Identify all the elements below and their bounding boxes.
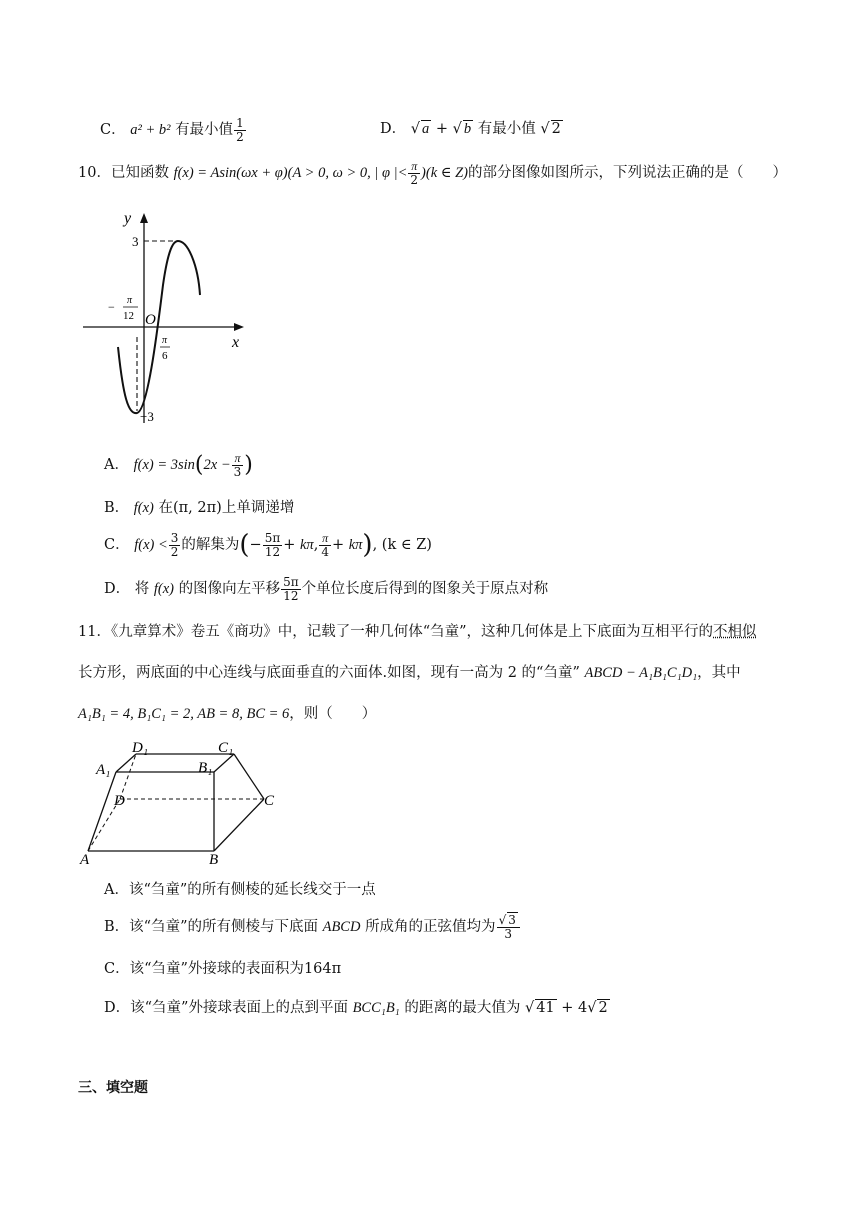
q11-option-b-value: $\frac{√ 3}{3}$: [497, 914, 520, 940]
section-3-title: 三、填空题: [78, 1080, 148, 1096]
y-axis-label: y: [124, 210, 132, 227]
q9-option-d: [380, 117, 563, 138]
q11-option-c: C．该“刍童”外接球的表面积为164π: [104, 961, 342, 977]
q11-solid-name: ABCD − A₁B₁C₁D₁: [584, 665, 698, 681]
q9-option-c-expr: a² + b²: [130, 122, 171, 139]
q11-option-b: B．该“刍童”的所有侧棱与下底面 ABCD 所成角的正弦值均为 $\frac{√ 3}{3}$: [104, 914, 521, 940]
q11-frustum-figure: [78, 736, 288, 866]
label-d: D: [114, 793, 125, 809]
q9-option-c-label: C．: [100, 122, 126, 139]
q10-stem-post: 的部分图像如图所示，下列说法正确的是（ ）: [468, 165, 788, 182]
q9-option-d-value: √ 2: [540, 121, 561, 137]
svg-text:12: 12: [123, 310, 134, 322]
label-b1: B₁: [198, 760, 213, 776]
x-axis-label: x: [232, 334, 240, 351]
q11-number: 11．: [78, 624, 111, 640]
edge-aa1: [88, 772, 116, 851]
q10-function: f(x) = Asin(ωx + φ)(A > 0, ω > 0, | φ |<: [173, 165, 408, 182]
q10-option-c-cond: , (k ∈ Z): [372, 537, 432, 553]
q11-dimensions: A₁B₁ = 4, B₁C₁ = 2, AB = 8, BC = 6: [78, 706, 290, 722]
q10-number: 10．: [78, 165, 111, 182]
q10-option-d: D． 将 f(x) 的图像向左平移 $\frac{5\pi}{12}$ 个单位长度后得到的图象关于原点对称: [104, 575, 549, 603]
q10-condition: )(k ∈ Z): [421, 165, 469, 182]
q11-stem-line2: 长方形，两底面的中心连线与底面垂直的六面体.如图，现有一高为 2 的“刍童” ABCD − A₁B₁C₁D₁，其中: [78, 665, 741, 681]
min-label: −3: [140, 409, 154, 424]
q9-option-c: [100, 117, 247, 143]
label-a: A: [80, 852, 90, 866]
svg-text:π: π: [127, 295, 133, 306]
svg-text:π: π: [162, 335, 168, 346]
q10-option-c: C． f(x) < $\frac{3}{2}$ 的解集为(− $\frac{5\pi}{12}$ + kπ, $\frac{\pi}{4}$ + kπ), (k ∈ Z): [104, 530, 432, 560]
q9-option-d-expr: √ a + √ b: [410, 121, 472, 137]
q10-stem-pre: 已知函数: [110, 165, 169, 182]
label-a1: A₁: [96, 762, 111, 778]
q11-option-a: A．该“刍童”的所有侧棱的延长线交于一点: [104, 882, 376, 898]
label-b: B: [209, 852, 219, 866]
q10-option-b-expr: f(x): [133, 500, 154, 516]
q11-option-b-label: B．: [104, 919, 130, 936]
edge-bc: [214, 799, 264, 851]
q9-option-c-text: 有最小值: [175, 122, 234, 139]
edge-b1c1: [214, 754, 234, 772]
q10-pi-over-2: $\frac{\pi}{2}$: [410, 159, 419, 187]
label-c: C: [264, 793, 275, 809]
q10-option-a: A． f(x) = 3sin(2x − $\frac{\pi}{3}$ ): [104, 451, 253, 479]
q11-option-d-value: √ 41 + 4√ 2: [524, 1000, 608, 1016]
label-d1: D₁: [132, 740, 149, 756]
q11-stem-line1: 11．《九章算术》卷五《商功》中，记载了一种几何体“刍童”，这种几何体是上下底面为互相平行的不相似: [78, 624, 757, 640]
q11-option-d-label: D．: [104, 1000, 131, 1016]
q9-option-d-text: 有最小值: [477, 121, 536, 137]
q11-emphasis: 不相似: [713, 624, 757, 640]
q10-option-b-label: B．: [104, 500, 130, 516]
right-tick-label: [160, 335, 170, 362]
q11-stem-line3: A₁B₁ = 4, B₁C₁ = 2, AB = 8, BC = 6，则（ ）: [78, 706, 377, 722]
q10-option-a-label: A．: [104, 457, 129, 474]
q10-option-c-text: 的解集为: [181, 537, 240, 553]
label-c1: C₁: [218, 740, 234, 756]
svg-text:6: 6: [162, 350, 168, 362]
y-axis-arrow-icon: [140, 213, 148, 223]
q10-option-c-expr: f(x) <: [134, 537, 168, 553]
svg-text:−: −: [108, 300, 115, 314]
q9-option-c-fraction: $\frac{1}{2}$: [236, 116, 244, 144]
q10-option-c-label: C．: [104, 537, 130, 553]
q10-option-b-text: 在(π, 2π)上单调递增: [158, 500, 295, 516]
edge-cc1: [234, 754, 264, 799]
q10-stem: [78, 160, 787, 186]
left-tick-label: [108, 295, 138, 322]
x-axis-arrow-icon: [234, 323, 244, 331]
q10-option-d-label: D．: [104, 581, 131, 598]
q10-option-b: [104, 496, 294, 517]
origin-label: O: [145, 312, 156, 328]
q10-graph: [78, 205, 258, 430]
q11-option-a-label: A．: [104, 882, 129, 898]
q11-option-c-label: C．: [104, 961, 130, 977]
max-label: 3: [132, 234, 139, 249]
q10-option-a-expr: f(x) = 3sin: [133, 457, 195, 474]
q9-option-d-label: D．: [380, 121, 407, 137]
q11-option-d: D．该“刍童”外接球表面上的点到平面 BCC₁B₁ 的距离的最大值为 √ 41 + 4√ 2: [104, 1000, 608, 1016]
